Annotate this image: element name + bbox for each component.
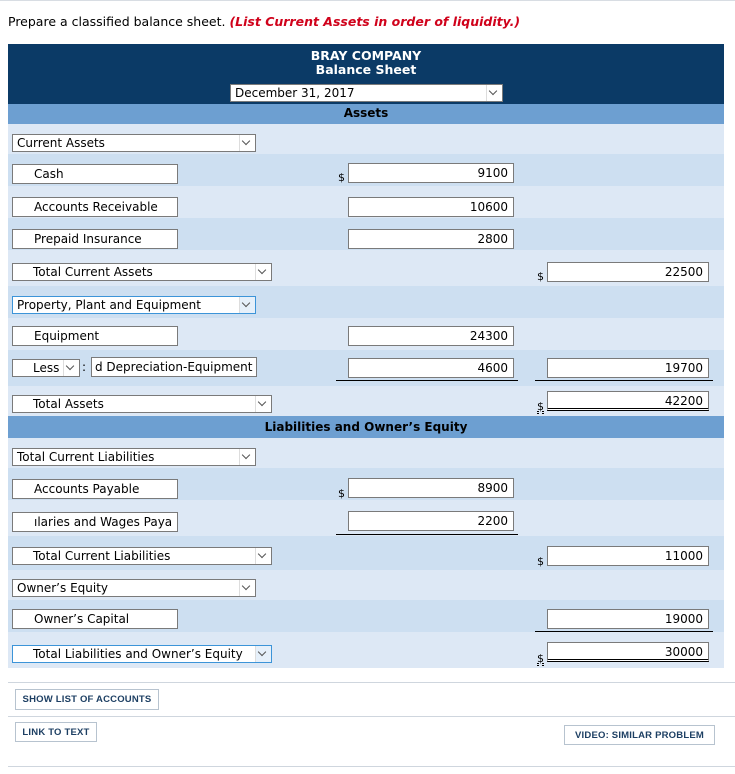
link-to-text-button[interactable]: LINK TO TEXT [15, 722, 97, 742]
date-select[interactable] [230, 84, 503, 102]
prepaid-insurance-amount-input[interactable]: 2800 [348, 229, 514, 249]
chevron-down-icon [486, 85, 502, 101]
prepaid-insurance-input[interactable]: Prepaid Insurance [12, 229, 178, 249]
liabilities-label: Liabilities and Owner’s Equity [264, 420, 468, 434]
owners-equity-select[interactable] [12, 579, 256, 597]
current-liabilities-row [8, 438, 724, 468]
dollar-sign: $ [537, 270, 544, 283]
ppe-row [8, 286, 724, 318]
balance-sheet [8, 44, 724, 668]
subtotal-underline [336, 534, 518, 535]
chevron-down-icon [255, 396, 271, 412]
accounts-receivable-amount-input[interactable]: 10600 [348, 197, 514, 217]
date-select-value: December 31, 2017 [235, 86, 355, 100]
subtotal-underline [535, 380, 713, 381]
ppe-value: Property, Plant and Equipment [17, 298, 201, 312]
chevron-down-icon [255, 264, 271, 280]
accounts-receivable-row [8, 186, 724, 218]
sheet-header [8, 44, 724, 104]
accounts-payable-input[interactable]: Accounts Payable [12, 479, 178, 499]
equipment-input[interactable]: Equipment [12, 326, 178, 346]
salaries-payable-amount-input[interactable]: 2200 [348, 511, 514, 531]
equipment-amount-input[interactable]: 24300 [348, 326, 514, 346]
salaries-payable-input[interactable]: ılaries and Wages Paya [12, 512, 178, 532]
dollar-sign: $ [338, 487, 345, 500]
current-assets-row [8, 124, 724, 154]
top-border [0, 0, 735, 5]
divider [8, 682, 735, 683]
chevron-down-icon [255, 548, 271, 564]
divider [8, 766, 735, 767]
assets-label: Assets [343, 106, 389, 120]
company-name: BRAY COMPANY [310, 48, 422, 63]
total-current-assets-select[interactable] [12, 263, 272, 281]
divider [8, 716, 735, 717]
depreciation-amount-input[interactable]: 4600 [348, 358, 514, 378]
net-equipment-amount-input[interactable]: 19700 [547, 358, 709, 378]
depreciation-row [8, 350, 724, 386]
dollar-sign: $ [537, 652, 544, 665]
current-liabilities-value: Total Current Liabilities [17, 450, 155, 464]
instructions [8, 14, 520, 29]
accounts-receivable-input[interactable]: Accounts Receivable [12, 197, 178, 217]
owners-capital-amount-input[interactable]: 19000 [547, 609, 709, 629]
current-liabilities-select[interactable] [12, 448, 256, 466]
total-assets-select[interactable] [12, 395, 272, 413]
dollar-sign: $ [537, 400, 544, 413]
total-current-liabilities-value: Total Current Liabilities [33, 549, 171, 563]
chevron-down-icon [255, 646, 271, 662]
total-liab-equity-amount-input[interactable]: 30000 [547, 642, 709, 662]
depreciation-account-input[interactable]: d Depreciation-Equipment [91, 357, 257, 377]
salaries-payable-row [8, 500, 724, 536]
owners-capital-row [8, 600, 724, 632]
owners-capital-input[interactable]: Owner’s Capital [12, 609, 178, 629]
current-assets-select[interactable] [12, 134, 256, 152]
total-assets-amount-input[interactable]: 42200 [547, 391, 709, 411]
total-liab-equity-value: Total Liabilities and Owner’s Equity [33, 647, 243, 661]
total-liab-equity-row [8, 632, 724, 668]
assets-section-header [8, 104, 724, 124]
chevron-down-icon [239, 297, 255, 313]
chevron-down-icon [239, 580, 255, 596]
colon-separator: : [82, 360, 87, 374]
total-current-liabilities-select[interactable] [12, 547, 272, 565]
dollar-sign: $ [338, 171, 345, 184]
owners-equity-value: Owner’s Equity [17, 581, 109, 595]
dollar-sign: $ [537, 555, 544, 568]
cash-row [8, 154, 724, 186]
less-select[interactable] [12, 359, 80, 377]
instructions-text: Prepare a classified balance sheet. [8, 14, 226, 29]
total-assets-row [8, 386, 724, 416]
owners-equity-row [8, 570, 724, 600]
cash-account-input[interactable]: Cash [12, 164, 178, 184]
statement-title: Balance Sheet [315, 62, 417, 77]
total-current-assets-row [8, 250, 724, 286]
total-current-assets-amount-input[interactable]: 22500 [547, 262, 709, 282]
accounts-payable-row [8, 468, 724, 500]
total-current-liabilities-row [8, 536, 724, 570]
cash-amount-input[interactable]: 9100 [348, 163, 514, 183]
chevron-down-icon [63, 360, 79, 376]
total-assets-value: Total Assets [33, 397, 104, 411]
subtotal-underline [336, 380, 518, 381]
video-similar-problem-button[interactable]: VIDEO: SIMILAR PROBLEM [564, 725, 715, 745]
instructions-emphasis: (List Current Assets in order of liquidity.) [229, 14, 521, 29]
total-current-assets-value: Total Current Assets [33, 265, 153, 279]
equipment-row [8, 318, 724, 350]
less-select-value: Less [33, 361, 60, 375]
liabilities-section-header [8, 416, 724, 438]
chevron-down-icon [239, 135, 255, 151]
total-liab-equity-select[interactable] [12, 645, 272, 663]
total-current-liabilities-amount-input[interactable]: 11000 [547, 546, 709, 566]
chevron-down-icon [239, 449, 255, 465]
accounts-payable-amount-input[interactable]: 8900 [348, 478, 514, 498]
show-list-of-accounts-button[interactable]: SHOW LIST OF ACCOUNTS [15, 689, 159, 710]
current-assets-value: Current Assets [17, 136, 105, 150]
ppe-select[interactable] [12, 296, 256, 314]
prepaid-insurance-row [8, 218, 724, 250]
